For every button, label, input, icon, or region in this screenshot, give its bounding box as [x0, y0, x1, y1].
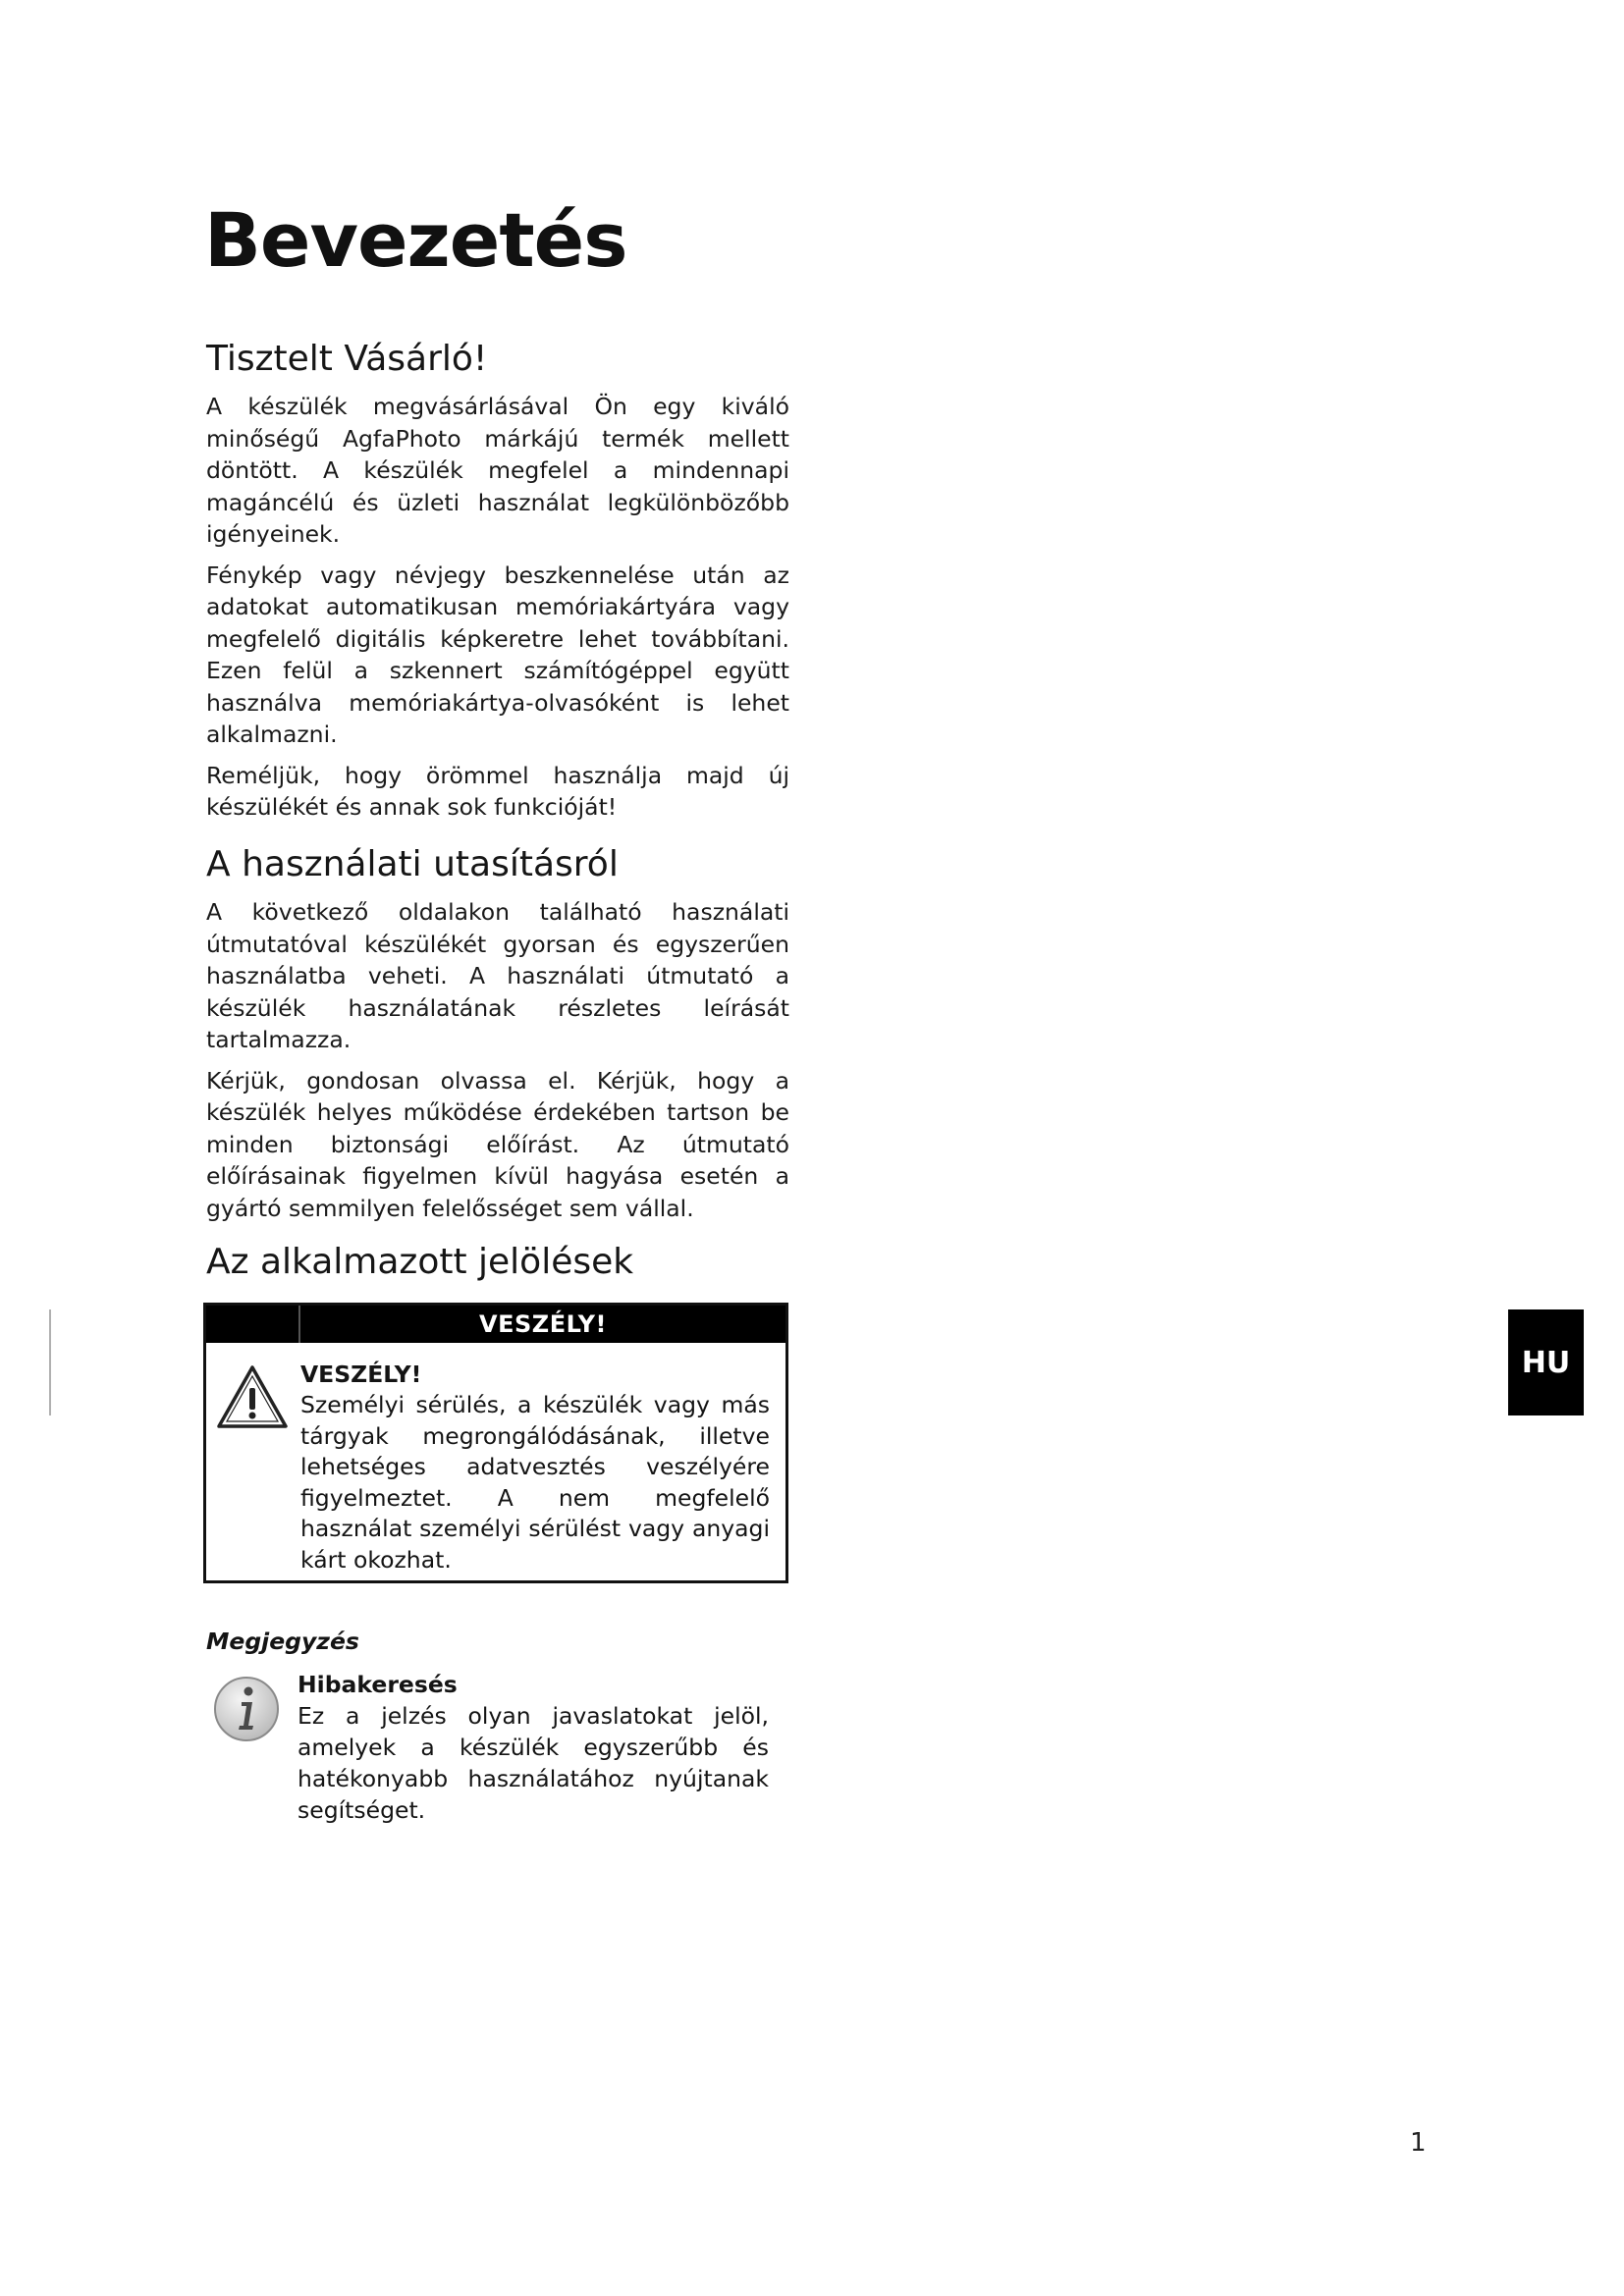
paragraph: A következő oldalakon található használati útmutatóval készülékét gyorsan és egyszerűen használatba veheti. A használati útmutató a készülék használatának részletes leírását tartalmazza. — [206, 898, 789, 1053]
danger-content — [300, 1359, 770, 1576]
paragraph: Kérjük, gondosan olvassa el. Kérjük, hogy a készülék helyes működése érdekében tartson be minden biztonsági előírást. Az útmutató előírásainak figyelmen kívül hagyása esetén a gyártó semmilyen felelősséget sem vállal. — [206, 1066, 789, 1222]
section-heading-about-manual: A használati utasításról — [206, 844, 619, 884]
note-description: Ez a jelzés olyan javaslatokat jelöl, amelyek a készülék egyszerűbb és hatékonyabb használatához nyújtanak segítséget. — [298, 1702, 769, 1824]
note-title: Hibakeresés — [298, 1671, 458, 1698]
paragraph: Reméljük, hogy örömmel használja majd új készülékét és annak sok funkcióját! — [206, 761, 789, 821]
info-icon — [212, 1675, 281, 1743]
danger-title: VESZÉLY! — [300, 1361, 422, 1388]
paragraph: A készülék megvásárlásával Ön egy kiváló minőségű AgfaPhoto márkájú termék mellett döntött. A készülék megfelel a mindennapi magáncélú és üzleti használat legkülönbözőbb igényeinek. — [206, 393, 789, 548]
warning-triangle-icon — [216, 1364, 289, 1429]
danger-description: Személyi sérülés, a készülék vagy más tárgyak megrongálódásának, illetve lehetséges adatvesztés veszélyére figyelmeztet. A nem megfelelő használat személyi sérülést vagy anyagi kárt okozhat. — [300, 1391, 770, 1574]
danger-header-bar — [206, 1306, 785, 1343]
note-content — [298, 1669, 769, 1826]
danger-notice-box — [203, 1303, 788, 1583]
page-number: 1 — [1410, 2128, 1427, 2158]
section-heading-dear-customer: Tisztelt Vásárló! — [206, 339, 488, 379]
page-title: Bevezetés — [204, 196, 627, 284]
margin-marker-line — [49, 1309, 51, 1415]
section-body-dear-customer — [206, 391, 789, 832]
language-tab-hu: HU — [1508, 1309, 1584, 1415]
section-heading-symbols: Az alkalmazott jelölések — [206, 1242, 634, 1282]
section-body-about-manual — [206, 896, 789, 1233]
danger-header-label: VESZÉLY! — [479, 1310, 607, 1338]
note-heading: Megjegyzés — [206, 1628, 359, 1655]
paragraph: Fénykép vagy névjegy beszkennelése után az adatokat automatikusan memóriakártyára vagy megfelelő digitális képkeretre lehet továbbítani. Ezen felül a szkennert számítógéppel együtt használva memóriakártya-olvasóként is lehet alkalmazni. — [206, 561, 789, 748]
